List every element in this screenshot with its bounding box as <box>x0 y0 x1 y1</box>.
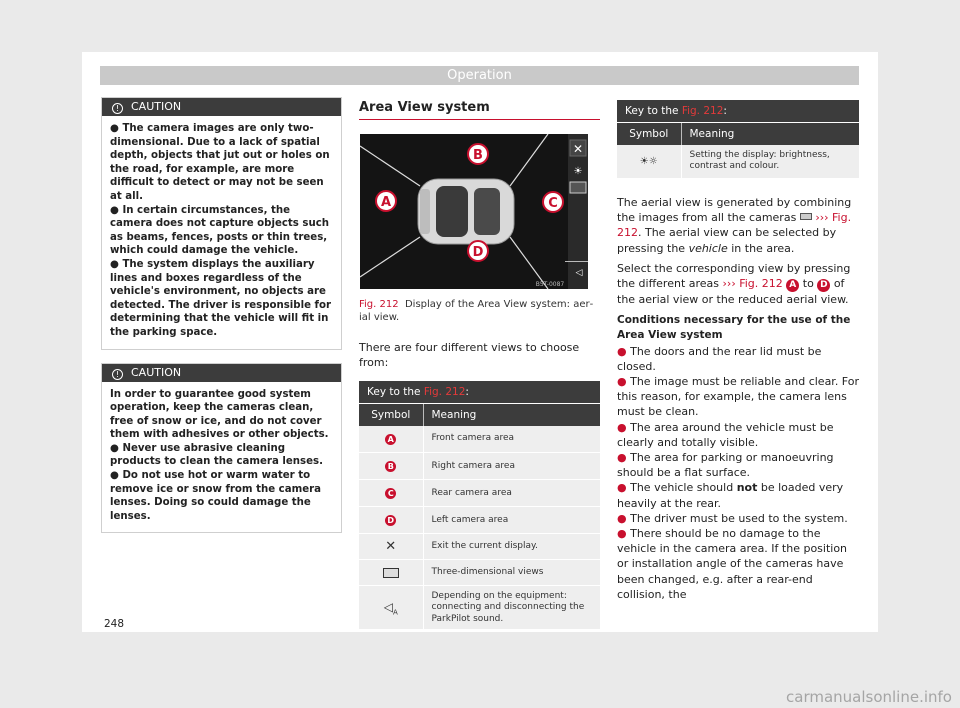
caution-body <box>102 116 341 349</box>
table-row: C Rear camera area <box>359 480 600 507</box>
column-right <box>617 100 859 602</box>
svg-text:D: D <box>472 245 484 260</box>
conditions-list <box>617 344 859 602</box>
list-item: ● There should be no damage to the vehicle in the camera area. If the position or installation angle of the cameras have been changed, e.g. after a rear-end collision, the <box>617 527 848 601</box>
caution-header: ! CAUTION <box>102 98 341 116</box>
caution-item: ● In certain circumstances, the camera does not capture objects such as beams, fences, posts or thin trees, which could damage the vehicle. <box>110 204 329 257</box>
area-b-badge: B <box>385 461 396 472</box>
paragraph-aerial-view: The aerial view is generated by combining the images from all the cameras ››› Fig. 212. The aerial view can be selected by pressing the vehicle in the area. <box>617 196 852 255</box>
area-view-figure <box>360 134 588 289</box>
caution-item: ● Never use abrasive cleaning products to clean the camera lenses. <box>110 442 323 468</box>
car-top-view <box>418 179 514 244</box>
table-row: ☀☼ Setting the display: brightness, contrast and colour. <box>617 145 859 179</box>
meaning-column-header: Meaning <box>423 404 600 426</box>
conditions-title: Conditions necessary for the use of the Area View system <box>617 314 851 342</box>
column-left <box>101 97 342 533</box>
svg-text:☀: ☀ <box>573 166 583 177</box>
page-number: 248 <box>104 618 125 630</box>
area-label-a <box>376 191 396 211</box>
table-row: D Left camera area <box>359 507 600 534</box>
area-d-badge: D <box>817 279 830 292</box>
table-row: $◁_A$ Depending on the equipment: connecting and disconnecting the ParkPilot sound. <box>359 586 600 630</box>
column-middle <box>359 100 600 630</box>
figure-caption: Fig. 212 Display of the Area View system: aerial view. <box>359 299 594 323</box>
key-table-2 <box>617 100 859 179</box>
svg-text:C: C <box>548 196 558 211</box>
caution-intro: In order to guarantee good system operation, keep the cameras clean, free of snow or ice, and do not cover them with adhesives or other objects. <box>110 388 329 441</box>
caution-box-1 <box>101 97 342 350</box>
caution-item: ● The camera images are only two-dimensional. Due to a lack of spatial depth, objects that jut out or holes on the road, for example, are more difficult to detect or may not be seen at all. <box>110 123 330 202</box>
aerial-view-illustration <box>360 134 588 289</box>
table-row: A Front camera area <box>359 426 600 453</box>
table-row: B Right camera area <box>359 453 600 480</box>
3d-view-icon <box>383 568 399 578</box>
caution-body <box>102 382 341 533</box>
list-item: ● The image must be reliable and clear. For this reason, for example, the camera lens must be clean. <box>617 375 859 419</box>
svg-text:◁: ◁ <box>575 268 583 278</box>
table-row: ✕ Exit the current display. <box>359 534 600 560</box>
list-item: ● The vehicle should not be loaded very heavily at the rear. <box>617 481 844 510</box>
key-table-1 <box>359 381 600 630</box>
meaning-column-header: Meaning <box>681 123 859 145</box>
page-header: Operation <box>100 66 859 85</box>
list-item: ● The doors and the rear lid must be closed. <box>617 344 822 373</box>
area-label-b <box>468 144 488 164</box>
section-title: Area View system <box>359 100 600 120</box>
paragraph-select-view: Select the corresponding view by pressing the different areas ››› Fig. 212 A to D of the aerial view or the reduced aerial view. <box>617 261 851 307</box>
svg-text:A: A <box>380 195 392 210</box>
area-label-d <box>468 241 488 261</box>
symbol-column-header: Symbol <box>617 123 681 145</box>
area-c-badge: C <box>385 488 396 499</box>
list-item: ● The area for parking or manoeuvring should be a flat surface. <box>617 451 834 480</box>
table-row: Three-dimensional views <box>359 560 600 586</box>
caution-header: ! CAUTION <box>102 364 341 382</box>
brightness-icon: ☀☼ <box>639 155 658 167</box>
key-table-caption: Key to the Fig. 212: <box>359 381 600 404</box>
svg-text:✕: ✕ <box>572 142 584 156</box>
figure-code: B5T-0087 <box>535 281 565 288</box>
camera-icon <box>800 213 812 220</box>
area-d-badge: D <box>385 515 396 526</box>
section-intro: There are four different views to choose from: <box>359 341 580 370</box>
list-item: ● The driver must be used to the system. <box>617 511 848 525</box>
symbol-column-header: Symbol <box>359 404 423 426</box>
list-item: ● The area around the vehicle must be clearly and totally visible. <box>617 420 834 449</box>
key-table-caption: Key to the Fig. 212: <box>617 100 859 123</box>
area-a-badge: A <box>385 434 396 445</box>
caution-box-2 <box>101 363 342 534</box>
area-label-c <box>543 192 563 212</box>
area-a-badge: A <box>786 279 799 292</box>
caution-item: ● Do not use hot or warm water to remove ice or snow from the camera lenses. Doing so could damage the lenses. <box>110 470 322 522</box>
watermark: carmanualsonline.info <box>786 688 952 706</box>
parkpilot-icon: $◁_A$ <box>383 599 398 617</box>
close-icon: ✕ <box>385 539 397 555</box>
warning-icon: ! <box>112 103 123 114</box>
caution-item: ● The system displays the auxiliary lines and boxes regardless of the vehicle's environment, no objects are detected. The driver is responsible for determining that the vehicle will fit in the parking space. <box>110 258 331 338</box>
warning-icon: ! <box>112 369 123 380</box>
svg-text:B: B <box>473 148 483 163</box>
